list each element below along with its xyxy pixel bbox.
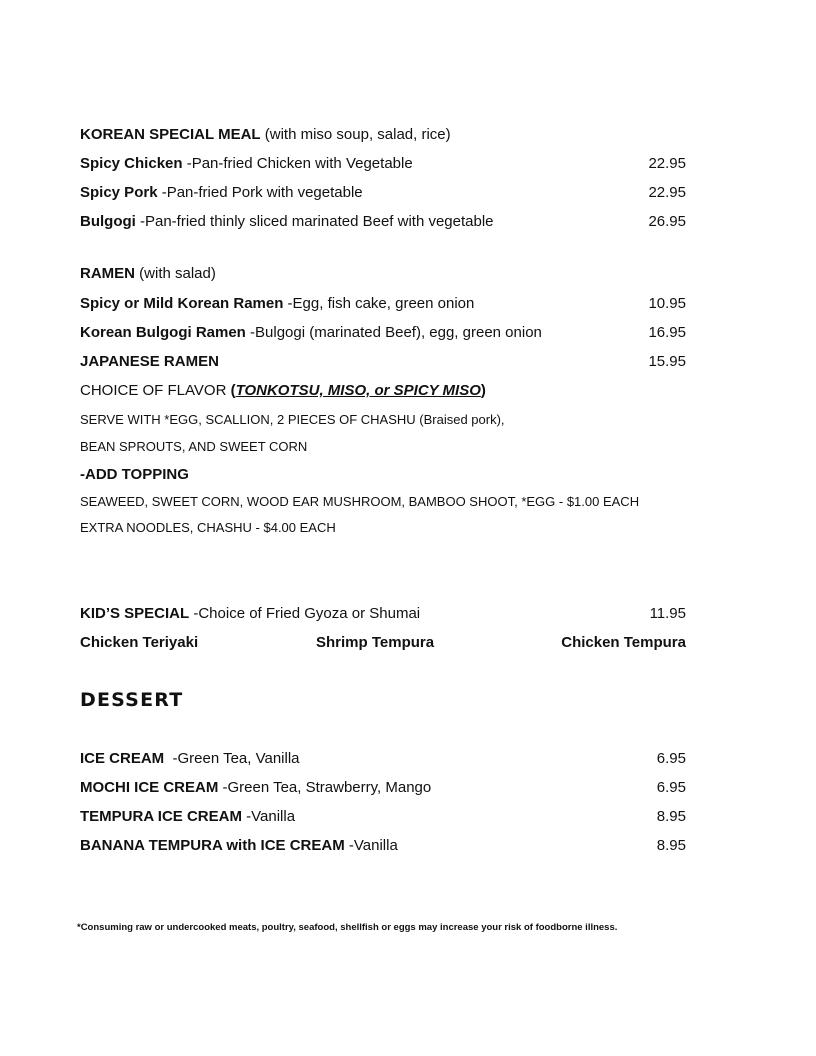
item-desc: -Vanilla: [344, 837, 398, 854]
kids-option-chicken-teriyaki: Chicken Teriyaki: [80, 634, 199, 651]
menu-item: [80, 295, 686, 312]
item-desc: -Pan-fried Pork with vegetable: [157, 184, 363, 201]
item-name: Spicy or Mild Korean Ramen: [80, 295, 284, 312]
item-name: Bulgogi: [80, 213, 136, 230]
menu-item: [80, 837, 686, 854]
item-desc: -Pan-fried Chicken with Vegetable: [182, 155, 413, 172]
item-name: Korean Bulgogi Ramen: [80, 324, 246, 341]
item-name: KID’S SPECIAL: [80, 605, 190, 622]
item-name: BANANA TEMPURA with ICE CREAM: [80, 837, 345, 854]
item-name: TEMPURA ICE CREAM: [80, 808, 242, 825]
ramen-section-header: [80, 265, 686, 282]
topping-line-2: EXTRA NOODLES, CHASHU - $4.00 EACH: [80, 520, 336, 535]
ramen-header-title: RAMEN: [80, 265, 135, 282]
korean-header-note: (with miso soup, salad, rice): [260, 126, 451, 143]
item-desc: -Bulgogi (marinated Beef), egg, green onion: [245, 324, 542, 341]
serve-with-line-1: SERVE WITH *EGG, SCALLION, 2 PIECES OF CHASHU (Braised pork),: [80, 412, 505, 427]
menu-item: [80, 750, 686, 767]
menu-item: [80, 155, 686, 172]
menu-item: [80, 808, 686, 825]
kids-option-chicken-tempura: Chicken Tempura: [561, 634, 686, 651]
item-price: 8.95: [656, 808, 686, 825]
kids-special-item: [80, 605, 686, 622]
item-price: 6.95: [656, 750, 686, 767]
dessert-heading: DESSERT: [80, 689, 184, 711]
item-name: MOCHI ICE CREAM: [80, 779, 219, 796]
flavor-choice: [80, 382, 686, 399]
item-name: Spicy Chicken: [80, 155, 183, 172]
menu-item: [80, 324, 686, 341]
korean-section-header: [80, 126, 686, 143]
item-name: JAPANESE RAMEN: [80, 353, 219, 370]
item-price: 22.95: [648, 155, 686, 172]
add-topping-heading: -ADD TOPPING: [80, 466, 189, 483]
item-name: Spicy Pork: [80, 184, 158, 201]
flavor-prefix: CHOICE OF FLAVOR: [80, 382, 231, 399]
item-price: 8.95: [656, 837, 686, 854]
item-price: 22.95: [648, 184, 686, 201]
item-price: 16.95: [648, 324, 686, 341]
kids-options: [80, 634, 686, 654]
topping-line-1: SEAWEED, SWEET CORN, WOOD EAR MUSHROOM, BAMBOO SHOOT, *EGG - $1.00 EACH: [80, 494, 640, 509]
flavor-paren-close: ): [480, 382, 486, 399]
item-name: ICE CREAM: [80, 750, 165, 767]
menu-item: [80, 213, 686, 230]
item-price: 15.95: [648, 353, 686, 370]
korean-header-title: KOREAN SPECIAL MEAL: [80, 126, 261, 143]
item-desc: -Green Tea, Strawberry, Mango: [218, 779, 432, 796]
flavor-paren-open: (: [230, 382, 236, 399]
kids-option-shrimp-tempura: Shrimp Tempura: [316, 634, 435, 651]
item-desc: -Choice of Fried Gyoza or Shumai: [189, 605, 421, 622]
item-price: 11.95: [649, 605, 686, 622]
item-desc: -Green Tea, Vanilla: [164, 750, 300, 767]
item-desc: -Egg, fish cake, green onion: [283, 295, 475, 312]
item-desc: -Pan-fried thinly sliced marinated Beef with vegetable: [135, 213, 494, 230]
serve-with-line-2: BEAN SPROUTS, AND SWEET CORN: [80, 439, 308, 454]
item-price: 26.95: [648, 213, 686, 230]
menu-item: [80, 779, 686, 796]
item-price: 6.95: [656, 779, 686, 796]
menu-item: [80, 353, 686, 370]
menu-item: [80, 184, 686, 201]
food-safety-footnote: *Consuming raw or undercooked meats, poultry, seafood, shellfish or eggs may increase your risk of foodborne illness.: [77, 922, 618, 933]
item-price: 10.95: [648, 295, 686, 312]
ramen-header-note: (with salad): [135, 265, 216, 282]
item-desc: -Vanilla: [241, 808, 296, 825]
flavor-options: TONKOTSU, MISO, or SPICY MISO: [235, 382, 481, 399]
